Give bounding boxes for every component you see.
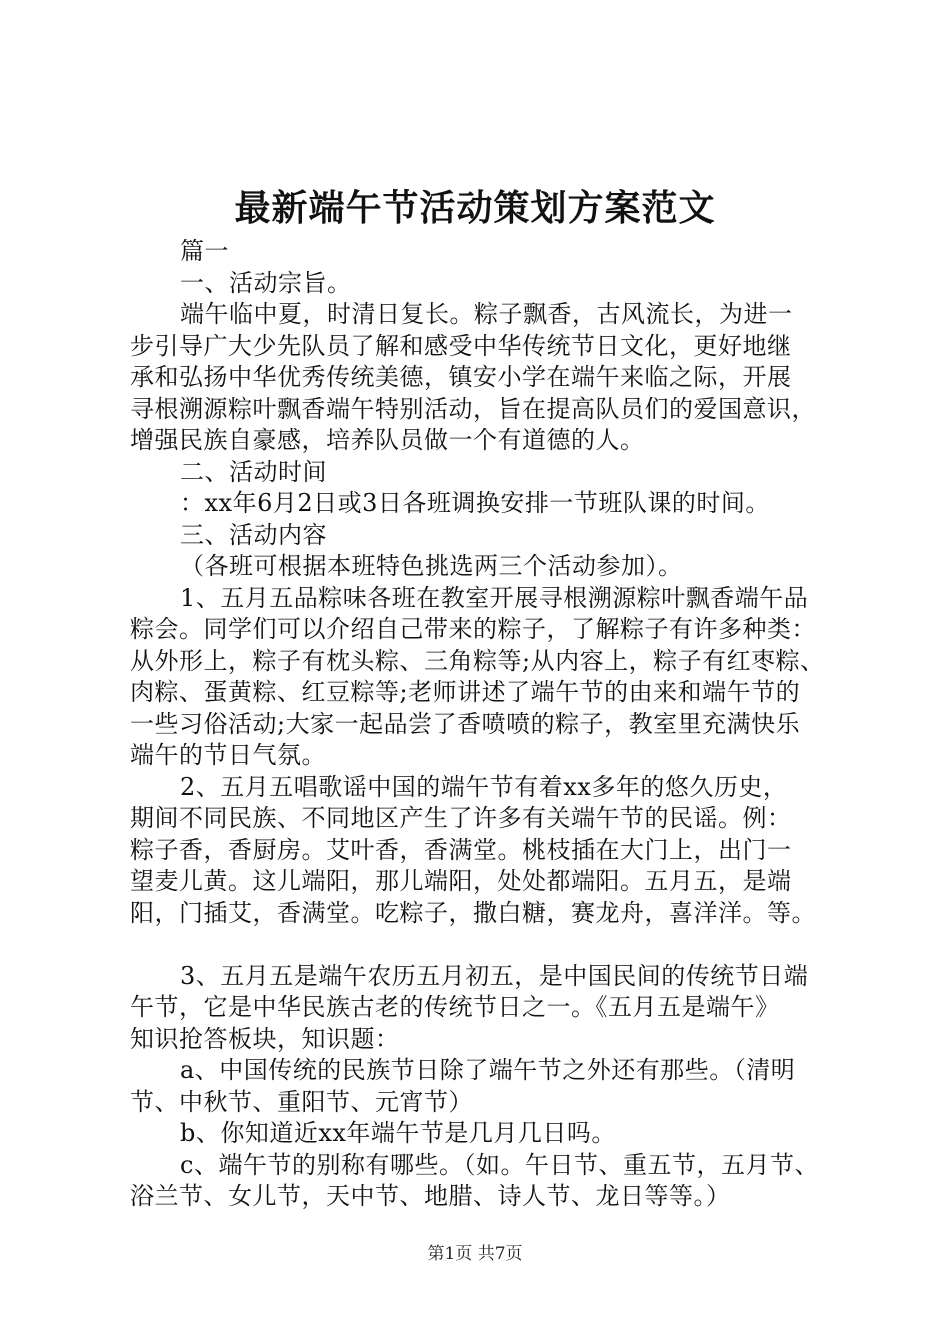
text-line: 期间不同民族、不同地区产生了许多有关端午节的民谣。例： [130, 804, 792, 832]
text-line: 寻根溯源粽叶飘香端午特别活动，旨在提高队员们的爱国意识， [130, 394, 816, 423]
text-line: c、端午节的别称有哪些。（如。午日节、重五节，五月节、 [180, 1150, 819, 1179]
text-line: 二、活动时间 [180, 457, 327, 486]
text-line: 知识抢答板块，知识题： [130, 1024, 400, 1053]
text-line: 节、中秋节、重阳节、元宵节） [130, 1087, 473, 1116]
text-line: ：xx年6月2日或3日各班调换安排一节班队课的时间。 [180, 489, 770, 517]
text-line: 端午的节日气氛。 [130, 741, 326, 769]
text-line: 篇一 [180, 237, 229, 265]
text-line: 粽会。同学们可以介绍自己带来的粽子，了解粽子有许多种类： [130, 615, 816, 643]
text-line: 三、活动内容 [180, 520, 327, 549]
text-line: 增强民族自豪感，培养队员做一个有道德的人。 [130, 426, 645, 454]
text-line: 承和弘扬中华优秀传统美德，镇安小学在端午来临之际，开展 [130, 363, 792, 391]
text-line: 望麦儿黄。这儿端阳，那儿端阳，处处都端阳。五月五，是端 [130, 867, 792, 895]
text-line: 从外形上，粽子有枕头粽、三角粽等;从内容上，粽子有红枣粽、 [130, 646, 825, 675]
page-footer: 第1页 共7页 [427, 1244, 523, 1264]
text-line: 一、活动宗旨。 [180, 268, 352, 297]
document-body [130, 236, 830, 1213]
text-line: a、中国传统的民族节日除了端午节之外还有那些。（清明 [180, 1056, 796, 1084]
text-line: 阳，门插艾，香满堂。吃粽子，撒白糖，赛龙舟，喜洋洋。等。 [130, 898, 816, 927]
text-line: （各班可根据本班特色挑选两三个活动参加）。 [180, 552, 683, 580]
text-line: 步引导广大少先队员了解和感受中华传统节日文化，更好地继 [130, 331, 792, 360]
document-title: 最新端午节活动策划方案范文 [234, 187, 716, 229]
text-line: 3、五月五是端午农历五月初五，是中国民间的传统节日端 [180, 961, 809, 990]
text-line: 粽子香，香厨房。艾叶香，香满堂。桃枝插在大门上，出门一 [130, 835, 792, 864]
text-line: 1、五月五品粽味各班在教室开展寻根溯源粽叶飘香端午品 [180, 583, 809, 612]
text-line: 肉粽、蛋黄粽、红豆粽等;老师讲述了端午节的由来和端午节的 [130, 678, 801, 706]
text-line: 端午临中夏，时清日复长。粽子飘香，古风流长，为进一 [180, 300, 793, 328]
text-line: b、你知道近xx年端午节是几月几日吗。 [180, 1119, 616, 1147]
text-line: 2、五月五唱歌谣中国的端午节有着xx多年的悠久历史， [180, 772, 788, 801]
text-line: 浴兰节、女儿节，天中节、地腊、诗人节、龙日等等。） [130, 1182, 731, 1210]
text-line: 一些习俗活动;大家一起品尝了香喷喷的粽子，教室里充满快乐 [130, 709, 801, 738]
blank-line [130, 929, 830, 961]
text-line: 午节，它是中华民族古老的传统节日之一。《五月五是端午》 [130, 993, 780, 1021]
